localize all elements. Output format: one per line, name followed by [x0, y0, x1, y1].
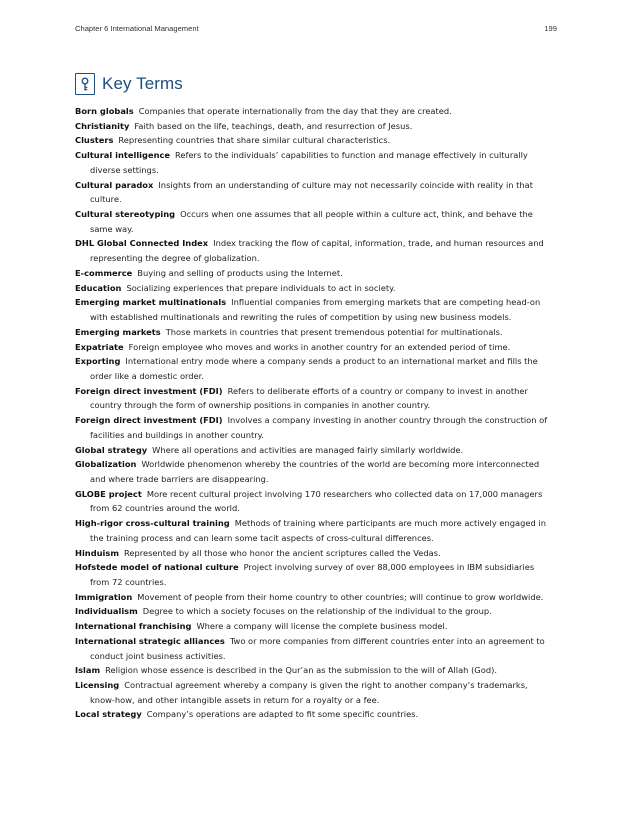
term-name: International strategic alliances	[75, 635, 225, 646]
page-number: 199	[544, 24, 557, 33]
glossary-entry	[75, 457, 555, 486]
term-definition: Occurs when one assumes that all people within a culture act, think, and behave the same way.	[90, 209, 533, 234]
term-definition: Foreign employee who moves and works in another country for an extended period of time.	[128, 341, 511, 352]
term-name: Local strategy	[75, 709, 142, 720]
term-name: International franchising	[75, 621, 192, 632]
term-name: Hinduism	[75, 547, 119, 558]
term-name: GLOBE project	[75, 488, 142, 499]
glossary-entry	[75, 340, 555, 355]
term-definition: Socializing experiences that prepare individuals to act in society.	[126, 282, 396, 293]
term-definition: Companies that operate internationally from the day that they are created.	[138, 106, 452, 116]
term-definition: Movement of people from their home country to other countries; will continue to grow worldwide.	[137, 591, 544, 602]
term-definition: Company’s operations are adapted to fit some specific countries.	[146, 709, 419, 720]
glossary-entry	[75, 443, 555, 458]
glossary-entry	[75, 236, 555, 265]
term-definition: Involves a company investing in another country through the construction of facilities and buildings in another country.	[90, 415, 548, 440]
term-definition: Refers to the individuals’ capabilities to function and manage effectively in culturally diverse settings.	[90, 150, 528, 175]
term-definition: Contractual agreement whereby a company is given the right to another company’s trademarks, know-how, and other intangible assets in return for a royalty or a fee.	[90, 680, 528, 705]
glossary-entry	[75, 663, 555, 678]
term-definition: Project involving survey of over 88,000 employees in IBM subsidiaries from 72 countries.	[90, 562, 535, 587]
term-name: E-commerce	[75, 267, 133, 278]
term-name: Emerging markets	[75, 326, 161, 337]
term-name: Islam	[75, 665, 101, 676]
term-definition: Methods of training where participants are much more actively engaged in the training process and can learn some tacit aspects of cross-cultural differences.	[90, 518, 546, 543]
term-definition: Those markets in countries that present tremendous potential for multinationals.	[165, 326, 503, 337]
term-name: Education	[75, 282, 122, 293]
glossary-entry	[75, 604, 555, 619]
chapter-label: Chapter 6 International Management	[75, 24, 199, 33]
term-definition: Where all operations and activities are managed fairly similarly worldwide.	[152, 444, 464, 455]
glossary-entry	[75, 619, 555, 634]
term-name: Clusters	[75, 135, 114, 146]
term-name: Emerging market multinationals	[75, 297, 227, 308]
term-definition: Influential companies from emerging markets that are competing head-on with established multinationals and rewriting the rules of competition by using new business models.	[90, 297, 541, 323]
glossary-entry	[75, 178, 555, 207]
running-header	[75, 24, 557, 36]
term-name: Cultural paradox	[75, 179, 154, 190]
glossary-entry	[75, 590, 555, 605]
term-name: Cultural stereotyping	[75, 209, 176, 220]
term-definition: Worldwide phenomenon whereby the countries of the world are becoming more interconnected and where trade barriers are disappearing.	[90, 459, 540, 484]
term-name: Born globals	[75, 106, 134, 116]
glossary-entry	[75, 354, 555, 383]
term-name: Expatriate	[75, 341, 124, 352]
glossary-entry	[75, 104, 555, 119]
term-name: Globalization	[75, 459, 137, 470]
glossary-entry	[75, 487, 555, 516]
term-name: Immigration	[75, 591, 133, 602]
term-name: Global strategy	[75, 444, 148, 455]
glossary-entry	[75, 560, 555, 589]
glossary-entry	[75, 207, 555, 236]
glossary-entry	[75, 678, 555, 707]
term-definition: Representing countries that share similar cultural characteristics.	[118, 135, 391, 146]
term-definition: More recent cultural project involving 170 researchers who collected data on 17,000 managers from 62 countries around the world.	[90, 488, 543, 514]
glossary-entry	[75, 266, 555, 281]
glossary-entry	[75, 148, 555, 177]
term-name: Foreign direct investment (FDI)	[75, 415, 223, 426]
key-terms-heading	[75, 71, 183, 97]
term-definition: Insights from an understanding of culture may not necessarily coincide with reality in that culture.	[90, 179, 534, 205]
glossary-entry	[75, 707, 555, 722]
term-name: Christianity	[75, 120, 130, 131]
key-terms-list	[75, 104, 555, 722]
term-definition: Represented by all those who honor the ancient scriptures called the Vedas.	[123, 547, 441, 558]
term-definition: Index tracking the flow of capital, information, trade, and human resources and representing the degree of globalization.	[90, 238, 544, 264]
term-definition: Faith based on the life, teachings, death, and resurrection of Jesus.	[134, 120, 413, 131]
term-definition: Buying and selling of products using the Internet.	[137, 267, 343, 278]
term-name: Exporting	[75, 356, 121, 367]
term-name: Cultural intelligence	[75, 150, 171, 161]
term-name: DHL Global Connected Index	[75, 238, 209, 249]
term-name: Foreign direct investment (FDI)	[75, 385, 223, 396]
key-icon	[75, 73, 95, 95]
glossary-entry	[75, 325, 555, 340]
glossary-entry	[75, 133, 555, 148]
glossary-entry	[75, 119, 555, 134]
term-definition: Religion whose essence is described in the Qur’an as the submission to the will of Allah (God).	[105, 665, 497, 676]
term-name: Individualism	[75, 606, 138, 617]
glossary-entry	[75, 281, 555, 296]
term-name: Hofstede model of national culture	[75, 562, 239, 573]
term-definition: Refers to deliberate efforts of a country or company to invest in another country through the form of ownership positions in companies in another country.	[90, 385, 528, 411]
term-definition: Two or more companies from different countries enter into an agreement to conduct joint business activities.	[90, 635, 545, 661]
term-name: Licensing	[75, 680, 120, 691]
term-definition: International entry mode where a company sends a product to an international market and fills the order like a domestic order.	[90, 356, 538, 381]
glossary-entry	[75, 295, 555, 324]
section-title: Key Terms	[102, 74, 183, 93]
glossary-entry	[75, 634, 555, 663]
glossary-entry	[75, 384, 555, 413]
term-definition: Degree to which a society focuses on the relationship of the individual to the group.	[142, 606, 492, 617]
glossary-entry	[75, 413, 555, 442]
term-name: High-rigor cross-cultural training	[75, 518, 230, 529]
glossary-entry	[75, 516, 555, 545]
glossary-entry	[75, 546, 555, 561]
term-definition: Where a company will license the complete business model.	[196, 621, 448, 632]
